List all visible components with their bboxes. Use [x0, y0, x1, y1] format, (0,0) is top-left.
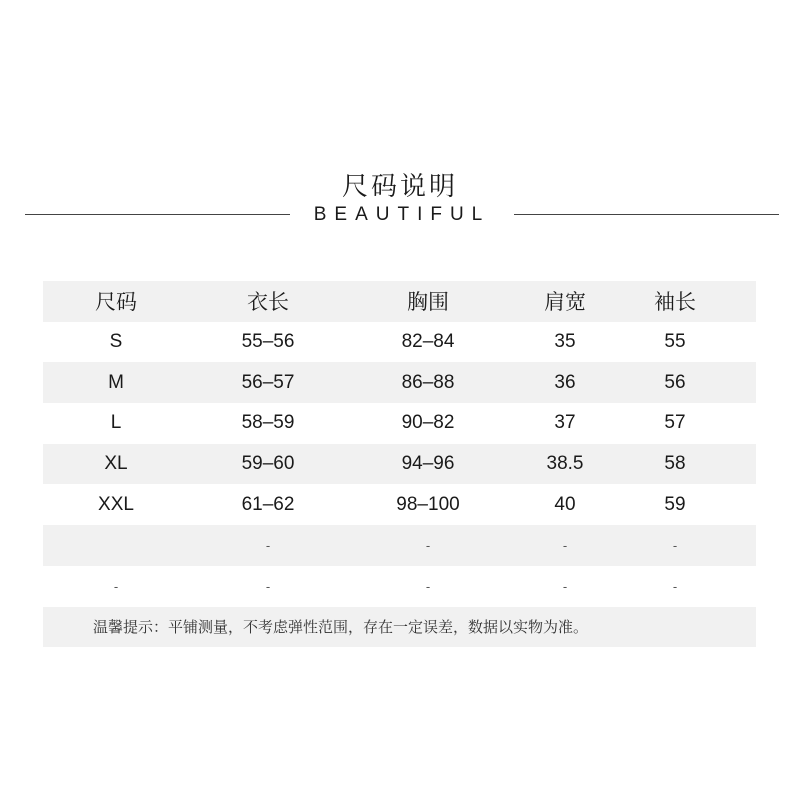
cell-size: S — [109, 331, 123, 353]
cell-size: - — [113, 578, 119, 594]
cell-size — [78, 525, 154, 566]
cell-sleeve: - — [672, 537, 678, 553]
cell-shoulder: 38.5 — [546, 453, 584, 475]
divider-right — [514, 214, 779, 215]
cell-shoulder: - — [562, 537, 568, 553]
cell-chest: - — [425, 537, 431, 553]
table-header-row — [43, 281, 756, 322]
cell-length: - — [265, 537, 271, 553]
header-shoulder: 肩宽 — [544, 290, 586, 315]
cell-shoulder: - — [562, 578, 568, 594]
cell-sleeve: 59 — [664, 493, 686, 515]
header-length: 衣长 — [247, 290, 289, 315]
cell-shoulder: 40 — [554, 493, 576, 515]
cell-length: 55–56 — [241, 331, 295, 353]
measurement-note: 温馨提示：平铺测量，不考虑弹性范围，存在一定误差，数据以实物为准。 — [93, 618, 589, 636]
header-chest: 胸围 — [407, 290, 449, 315]
cell-sleeve: 56 — [664, 371, 686, 393]
cell-size: XXL — [98, 493, 134, 515]
cell-sleeve: - — [672, 578, 678, 594]
cell-length: 61–62 — [241, 493, 295, 515]
cell-length: - — [265, 578, 271, 594]
page-subtitle: BEAUTIFUL — [313, 204, 491, 225]
header-size: 尺码 — [95, 290, 137, 315]
cell-sleeve: 55 — [664, 331, 686, 353]
table-row — [43, 322, 756, 363]
table-row — [43, 566, 756, 607]
cell-size: L — [110, 412, 122, 434]
cell-length: 56–57 — [241, 371, 295, 393]
table-row — [43, 362, 756, 403]
cell-chest: 98–100 — [396, 493, 460, 515]
divider-left — [25, 214, 290, 215]
cell-shoulder: 37 — [554, 412, 576, 434]
cell-shoulder: 35 — [554, 331, 576, 353]
cell-chest: 82–84 — [401, 331, 455, 353]
header-sleeve: 袖长 — [654, 290, 696, 315]
cell-size: M — [108, 371, 124, 393]
cell-sleeve: 57 — [664, 412, 686, 434]
note-row — [43, 607, 756, 647]
cell-chest: - — [425, 578, 431, 594]
cell-shoulder: 36 — [554, 371, 576, 393]
cell-length: 59–60 — [241, 453, 295, 475]
page-title: 尺码说明 — [341, 172, 458, 202]
cell-sleeve: 58 — [664, 453, 686, 475]
cell-length: 58–59 — [241, 412, 295, 434]
size-table — [43, 281, 756, 647]
table-row — [43, 403, 756, 444]
cell-chest: 86–88 — [401, 371, 455, 393]
table-row — [43, 444, 756, 485]
cell-size: XL — [104, 453, 128, 475]
cell-chest: 90–82 — [401, 412, 455, 434]
table-row — [43, 525, 756, 566]
table-row — [43, 484, 756, 525]
cell-chest: 94–96 — [401, 453, 455, 475]
